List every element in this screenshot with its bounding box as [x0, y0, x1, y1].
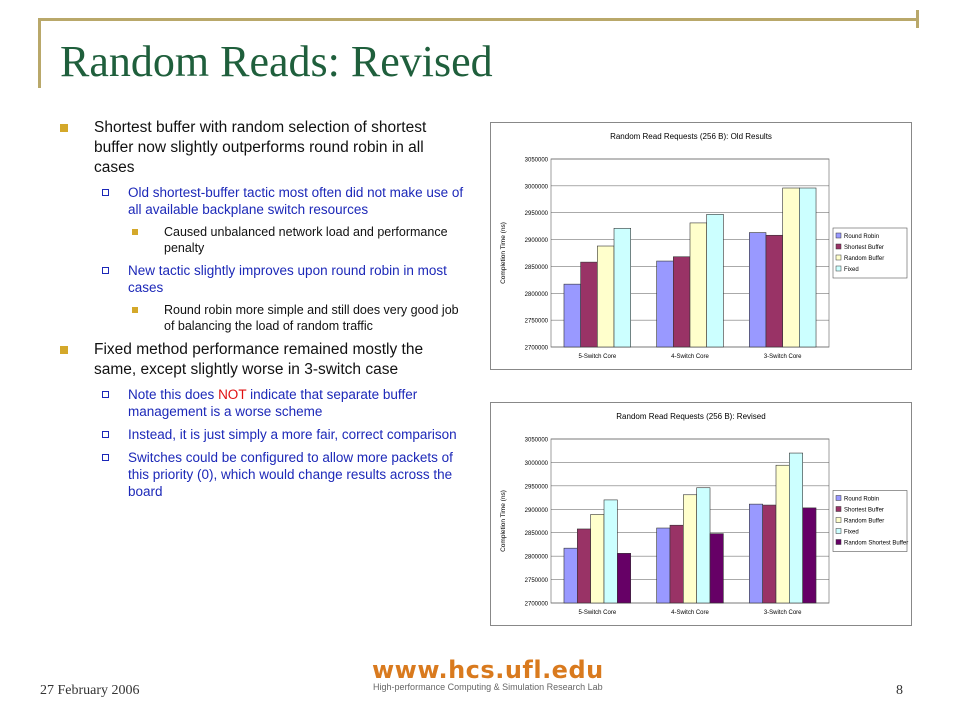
x-tick-label: 3-Switch Core — [763, 354, 802, 360]
slide-frame-left — [38, 18, 41, 88]
bullet-text: Instead, it is just simply a more fair, correct comparison — [128, 427, 457, 442]
bullet-text: New tactic slightly improves upon round robin in most cases — [128, 263, 447, 295]
bar-fixed — [614, 228, 631, 347]
slide-frame-top — [38, 18, 918, 21]
legend-entry: Random Shortest Buffer — [844, 540, 909, 547]
bar-random-buffer — [597, 246, 614, 347]
bullet-level2 — [58, 386, 468, 420]
y-axis-label: Completion Time (ns) — [500, 222, 507, 284]
page-number: 8 — [896, 683, 903, 698]
bullet-text: Round robin more simple and still does very good job of balancing the load of random traffic — [164, 303, 459, 333]
bar-fixed — [789, 453, 802, 603]
bullet-level2 — [58, 184, 468, 218]
footer-date: 27 February 2006 — [40, 683, 140, 698]
legend-swatch — [836, 507, 841, 512]
chart-title: Random Read Requests (256 B): Revised — [616, 412, 766, 421]
bar-shortest-buffer — [673, 257, 690, 347]
x-tick-label: 4-Switch Core — [671, 610, 709, 616]
bullet-level1 — [58, 118, 468, 178]
bar-shortest-buffer — [581, 262, 598, 347]
legend-swatch — [836, 255, 841, 260]
bullet-level3 — [58, 302, 468, 334]
bar-round-robin — [749, 233, 766, 347]
bullet-text: Switches could be configured to allow more packets of this priority (0), which would change results across the board — [128, 450, 453, 499]
bar-random-buffer — [591, 514, 604, 603]
y-tick-label: 2700000 — [524, 601, 548, 608]
bullet-emphasis: NOT — [218, 387, 247, 402]
logo-url: www.hcs.ufl.edu — [372, 656, 604, 684]
bar-fixed — [707, 214, 724, 347]
bullet-marker-icon — [102, 431, 109, 438]
legend-swatch — [836, 233, 841, 238]
bar-shortest-buffer — [766, 235, 783, 347]
slide-frame-tick — [916, 10, 919, 28]
y-tick-label: 2900000 — [524, 238, 548, 245]
bullet-marker-icon — [102, 454, 109, 461]
lab-logo[interactable] — [372, 656, 604, 692]
legend-entry: Random Buffer — [844, 256, 885, 262]
legend-swatch — [836, 244, 841, 249]
legend-swatch — [836, 266, 841, 271]
slide-title: Random Reads: Revised — [60, 37, 493, 86]
bar-round-robin — [564, 284, 581, 347]
bullet-text: Old shortest-buffer tactic most often did not make use of all available backplane switch resources — [128, 185, 464, 217]
bullet-marker-icon — [132, 229, 138, 235]
bullet-marker-icon — [132, 307, 138, 313]
x-tick-label: 4-Switch Core — [671, 354, 709, 360]
x-tick-label: 5-Switch Core — [578, 354, 617, 360]
legend-entry: Fixed — [844, 529, 859, 536]
bar-round-robin — [657, 261, 674, 347]
y-tick-label: 2850000 — [524, 531, 548, 538]
legend-entry: Random Buffer — [844, 518, 885, 525]
x-tick-label: 3-Switch Core — [763, 610, 802, 616]
bar-random-shortest-buffer — [803, 508, 816, 603]
y-tick-label: 2800000 — [524, 554, 548, 561]
chart-title: Random Read Requests (256 B): Old Results — [610, 132, 772, 141]
y-tick-label: 2900000 — [524, 507, 548, 514]
legend-entry: Fixed — [844, 267, 859, 273]
bullet-text: indicate that separate buffer management is a worse scheme — [128, 387, 418, 419]
bar-random-buffer — [783, 188, 800, 347]
bar-random-buffer — [690, 223, 707, 347]
bullet-level2 — [58, 262, 468, 296]
logo-subtitle: High-performance Computing & Simulation Research Lab — [373, 682, 603, 692]
bullet-marker-icon — [60, 346, 68, 354]
y-tick-label: 2700000 — [524, 345, 548, 352]
y-tick-label: 2750000 — [524, 578, 548, 585]
bar-random-buffer — [776, 465, 789, 603]
bar-fixed — [799, 188, 816, 347]
bar-shortest-buffer — [577, 529, 590, 603]
y-tick-label: 3000000 — [524, 460, 548, 467]
y-tick-label: 2800000 — [524, 291, 548, 298]
bullet-text: Caused unbalanced network load and performance penalty — [164, 225, 448, 255]
bar-shortest-buffer — [763, 505, 776, 603]
bullet-text: Note this does — [128, 387, 219, 402]
bar-round-robin — [749, 504, 762, 603]
bar-fixed — [604, 500, 617, 603]
x-tick-label: 5-Switch Core — [578, 610, 617, 616]
bar-round-robin — [657, 528, 670, 603]
bullet-level3 — [58, 224, 468, 256]
bullet-text: Shortest buffer with random selection of shortest buffer now slightly outperforms round robin in all cases — [94, 119, 427, 176]
bullet-level2 — [58, 426, 468, 443]
legend-entry: Round Robin — [844, 234, 880, 240]
legend-swatch — [836, 518, 841, 523]
legend-entry: Shortest Buffer — [844, 507, 884, 514]
bullet-marker-icon — [102, 267, 109, 274]
y-axis-label: Completion Time (ns) — [500, 490, 507, 552]
legend-swatch — [836, 496, 841, 501]
legend-entry: Shortest Buffer — [844, 245, 884, 251]
bar-random-buffer — [683, 495, 696, 603]
bar-random-shortest-buffer — [710, 534, 723, 603]
bullet-list — [58, 118, 468, 506]
y-tick-label: 3050000 — [524, 157, 548, 164]
chart-old-results-svg — [491, 123, 911, 369]
chart-old-results — [490, 122, 912, 370]
bullet-level2 — [58, 449, 468, 500]
bullet-marker-icon — [60, 124, 68, 132]
bullet-marker-icon — [102, 189, 109, 196]
bar-random-shortest-buffer — [617, 553, 630, 603]
y-tick-label: 3050000 — [524, 437, 548, 444]
legend-swatch — [836, 529, 841, 534]
bar-shortest-buffer — [670, 525, 683, 603]
y-tick-label: 2750000 — [524, 318, 548, 325]
bar-round-robin — [564, 548, 577, 603]
y-tick-label: 2950000 — [524, 484, 548, 491]
chart-revised-svg — [491, 403, 911, 625]
bullet-marker-icon — [102, 391, 109, 398]
legend-swatch — [836, 540, 841, 545]
y-tick-label: 2950000 — [524, 211, 548, 218]
y-tick-label: 2850000 — [524, 264, 548, 271]
bar-fixed — [697, 488, 710, 603]
legend-entry: Round Robin — [844, 496, 880, 503]
chart-revised — [490, 402, 912, 626]
bullet-text: Fixed method performance remained mostly the same, except slightly worse in 3-switch case — [94, 341, 424, 378]
bullet-level1 — [58, 340, 468, 380]
y-tick-label: 3000000 — [524, 184, 548, 191]
